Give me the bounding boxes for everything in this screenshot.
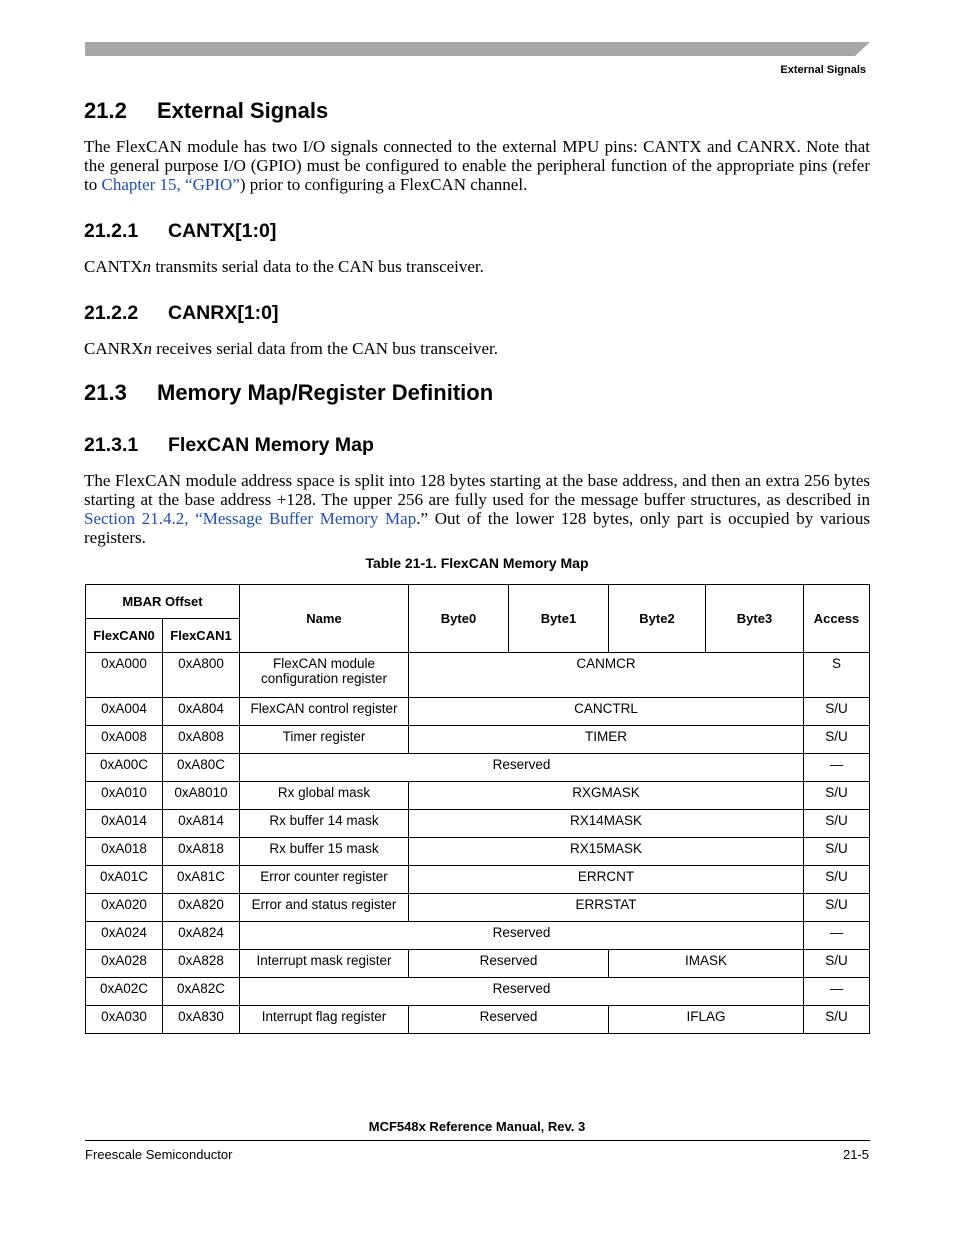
register-mnemonic: RX14MASK [409, 810, 804, 838]
offset-flexcan1: 0xA820 [163, 894, 240, 922]
text: The FlexCAN module address space is split into 128 bytes starting at the base address, and then an extra 256 bytes starting at the base address +128. The upper 256 are fully used for the message buffer structures, as described in [84, 471, 870, 509]
header-mbar-offset: MBAR Offset [86, 585, 240, 619]
section-title: External Signals [157, 98, 329, 123]
link-section-21-4-2[interactable]: Section 21.4.2, “Message Buffer Memory Map [84, 509, 417, 528]
paragraph-memory-map [84, 471, 870, 547]
paragraph-canrx [84, 339, 870, 358]
reserved: Reserved [240, 978, 804, 1006]
offset-flexcan0: 0xA014 [86, 810, 163, 838]
running-head: External Signals [780, 64, 866, 76]
reserved: Reserved [240, 754, 804, 782]
register-mnemonic: CANMCR [409, 653, 804, 698]
access: — [804, 754, 870, 782]
access: S/U [804, 726, 870, 754]
offset-flexcan1: 0xA828 [163, 950, 240, 978]
table-row [86, 950, 870, 978]
paragraph-cantx [84, 257, 870, 276]
register-mnemonic: IMASK [609, 950, 804, 978]
access: S/U [804, 894, 870, 922]
table-row [86, 726, 870, 754]
access: S/U [804, 698, 870, 726]
register-name: Error and status register [240, 894, 409, 922]
offset-flexcan1: 0xA81C [163, 866, 240, 894]
table-row [86, 894, 870, 922]
section-heading-21-2 [84, 98, 328, 124]
access: S/U [804, 810, 870, 838]
reserved: Reserved [409, 1006, 609, 1034]
offset-flexcan0: 0xA024 [86, 922, 163, 950]
header-byte0: Byte0 [409, 585, 509, 653]
header-byte1: Byte1 [509, 585, 609, 653]
offset-flexcan0: 0xA010 [86, 782, 163, 810]
text: The FlexCAN module has two I/O signals connected to the external MPU pins: CANTX and CANRX. Note that the general purpose I/O (GPIO) must be configured to enable the peripheral function of the appropriate pins (refer to [84, 137, 870, 194]
register-name: FlexCAN control register [240, 698, 409, 726]
reserved: Reserved [240, 922, 804, 950]
footer-manual-title: MCF548x Reference Manual, Rev. 3 [368, 1119, 586, 1134]
register-name: Interrupt flag register [240, 1006, 409, 1034]
offset-flexcan0: 0xA008 [86, 726, 163, 754]
offset-flexcan0: 0xA004 [86, 698, 163, 726]
text-italic: n [142, 257, 152, 276]
access: S/U [804, 950, 870, 978]
section-heading-21-3-1 [84, 434, 374, 457]
register-name: Rx buffer 15 mask [240, 838, 409, 866]
footer-company: Freescale Semiconductor [85, 1147, 233, 1162]
header-byte2: Byte2 [609, 585, 706, 653]
access: — [804, 978, 870, 1006]
paragraph-external-signals [84, 137, 870, 194]
header-flexcan0: FlexCAN0 [86, 619, 163, 653]
table-row [86, 978, 870, 1006]
section-heading-21-2-1 [84, 220, 276, 243]
offset-flexcan1: 0xA82C [163, 978, 240, 1006]
header-byte3: Byte3 [706, 585, 804, 653]
section-number: 21.2.2 [84, 302, 139, 324]
register-mnemonic: ERRCNT [409, 866, 804, 894]
section-heading-21-2-2 [84, 302, 279, 325]
register-name: Rx buffer 14 mask [240, 810, 409, 838]
register-name: FlexCAN module configuration register [240, 653, 409, 698]
offset-flexcan1: 0xA830 [163, 1006, 240, 1034]
offset-flexcan0: 0xA01C [86, 866, 163, 894]
link-chapter-15-gpio[interactable]: Chapter 15, “GPIO” [101, 175, 240, 194]
footer-divider [85, 1140, 870, 1141]
section-title: Memory Map/Register Definition [157, 380, 494, 405]
register-name: Timer register [240, 726, 409, 754]
header-bar [85, 42, 870, 56]
offset-flexcan1: 0xA808 [163, 726, 240, 754]
register-name: Error counter register [240, 866, 409, 894]
access: S [804, 653, 870, 698]
register-mnemonic: TIMER [409, 726, 804, 754]
table-row [86, 1006, 870, 1034]
access: S/U [804, 782, 870, 810]
offset-flexcan1: 0xA804 [163, 698, 240, 726]
footer-page-number: 21-5 [842, 1147, 869, 1162]
header-name: Name [240, 585, 409, 653]
text: CANRX [84, 339, 144, 358]
table-row [86, 782, 870, 810]
table-row [86, 810, 870, 838]
access: S/U [804, 1006, 870, 1034]
offset-flexcan1: 0xA818 [163, 838, 240, 866]
access: — [804, 922, 870, 950]
register-mnemonic: ERRSTAT [409, 894, 804, 922]
table-row [86, 922, 870, 950]
offset-flexcan1: 0xA800 [163, 653, 240, 698]
section-heading-21-3 [84, 380, 493, 406]
section-number: 21.2 [84, 98, 127, 123]
text: CANTX [84, 257, 143, 276]
section-title: FlexCAN Memory Map [168, 434, 374, 456]
section-number: 21.3.1 [84, 434, 139, 456]
offset-flexcan0: 0xA028 [86, 950, 163, 978]
section-title: CANRX[1:0] [168, 302, 279, 324]
access: S/U [804, 838, 870, 866]
offset-flexcan0: 0xA020 [86, 894, 163, 922]
register-mnemonic: RX15MASK [409, 838, 804, 866]
register-name: Rx global mask [240, 782, 409, 810]
offset-flexcan0: 0xA000 [86, 653, 163, 698]
access: S/U [804, 866, 870, 894]
text: transmits serial data to the CAN bus transceiver. [151, 257, 484, 276]
offset-flexcan0: 0xA018 [86, 838, 163, 866]
offset-flexcan0: 0xA02C [86, 978, 163, 1006]
register-mnemonic: CANCTRL [409, 698, 804, 726]
reserved: Reserved [409, 950, 609, 978]
header-flexcan1: FlexCAN1 [163, 619, 240, 653]
offset-flexcan1: 0xA8010 [163, 782, 240, 810]
section-number: 21.2.1 [84, 220, 139, 242]
text: .” Out of the lower 128 bytes, only part is occupied by various registers. [84, 509, 870, 547]
header-access: Access [804, 585, 870, 653]
memory-map-table [85, 584, 870, 1034]
offset-flexcan1: 0xA814 [163, 810, 240, 838]
register-name: Interrupt mask register [240, 950, 409, 978]
register-mnemonic: RXGMASK [409, 782, 804, 810]
table-row [86, 838, 870, 866]
text-italic: n [143, 339, 153, 358]
table-row [86, 653, 870, 698]
section-number: 21.3 [84, 380, 127, 405]
offset-flexcan1: 0xA824 [163, 922, 240, 950]
table-row [86, 698, 870, 726]
offset-flexcan1: 0xA80C [163, 754, 240, 782]
table-row [86, 866, 870, 894]
text: ) prior to configuring a FlexCAN channel. [239, 175, 528, 194]
offset-flexcan0: 0xA00C [86, 754, 163, 782]
section-title: CANTX[1:0] [168, 220, 277, 242]
table-caption: Table 21-1. FlexCAN Memory Map [365, 555, 589, 571]
register-mnemonic: IFLAG [609, 1006, 804, 1034]
text: receives serial data from the CAN bus transceiver. [152, 339, 499, 358]
offset-flexcan0: 0xA030 [86, 1006, 163, 1034]
table-row [86, 754, 870, 782]
